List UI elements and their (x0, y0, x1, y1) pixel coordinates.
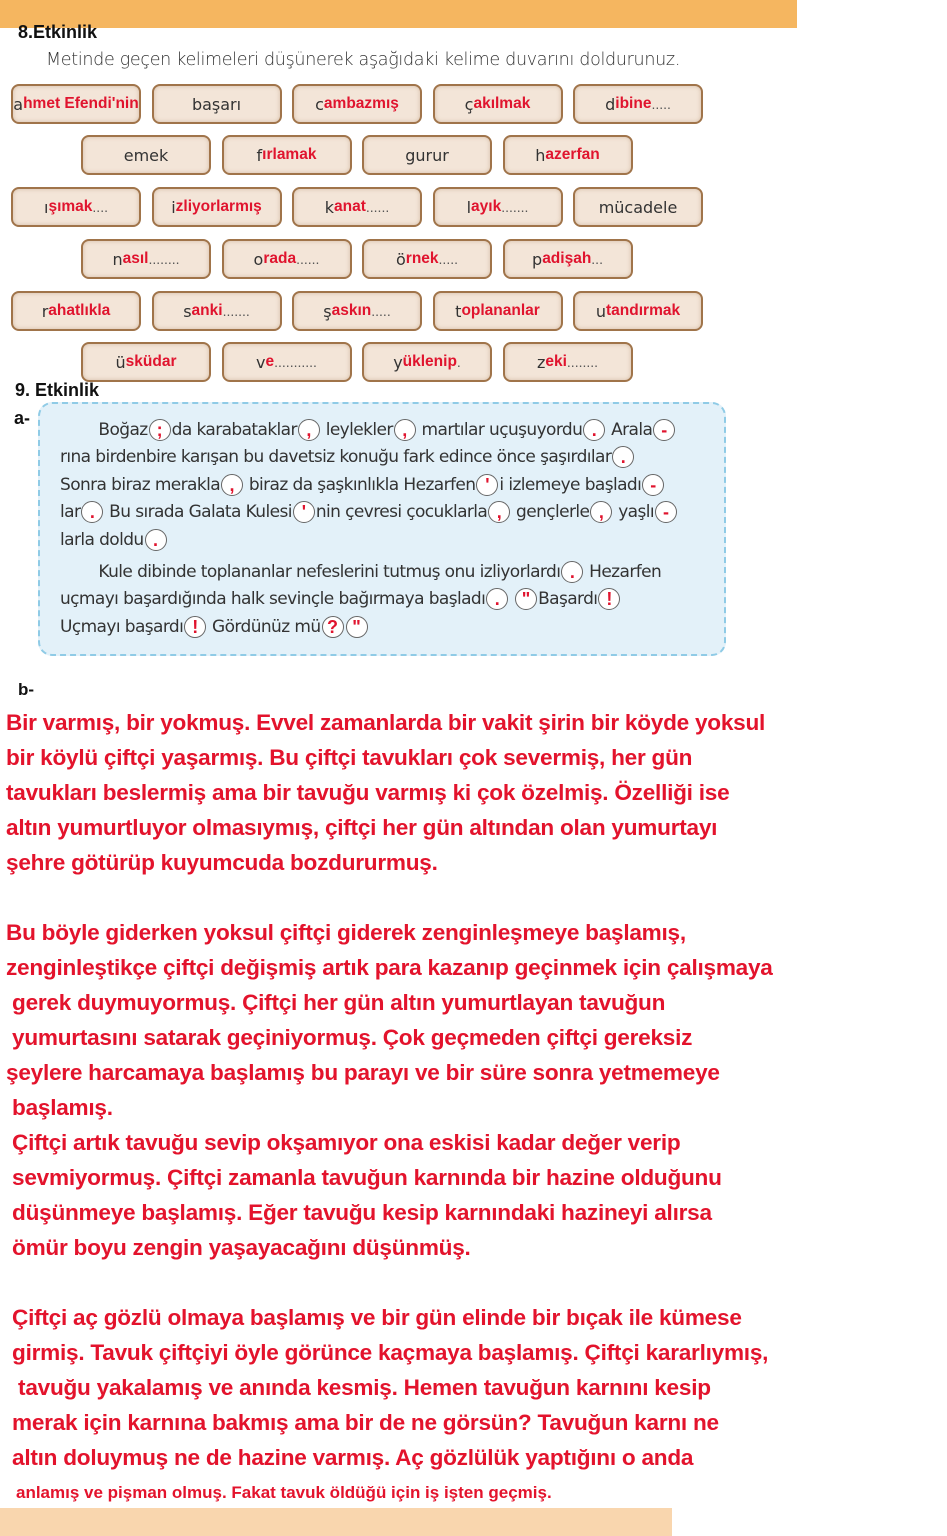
story-last-line: anlamış ve pişman olmuş. Fakat tavuk öldüğü için iş işten geçmiş. (16, 1483, 552, 1502)
punctuation-circle: . (583, 419, 605, 441)
story-line: altın doluymuş ne de hazine varmış. Aç gözlülük yaptığını o anda (6, 1445, 694, 1470)
text-segment: Kule dibinde toplananlar nefeslerini tutmuş onu izliyorlardı (60, 562, 561, 582)
punctuation-circle: ? (322, 616, 344, 638)
brick-given-letters: d (605, 94, 616, 114)
brick-answer: ibine (615, 95, 652, 112)
bottom-peach-bar (0, 1508, 672, 1536)
punctuation-circle: ! (598, 588, 620, 610)
punctuation-circle: - (653, 419, 675, 441)
word-brick (292, 291, 422, 331)
text-segment: da karabataklar (171, 420, 297, 440)
text-line (60, 474, 665, 496)
word-brick (222, 239, 352, 279)
punctuation-circle: ' (293, 501, 315, 523)
top-orange-bar (0, 0, 797, 28)
part-a-label: a- (14, 408, 31, 428)
word-brick (433, 291, 563, 331)
word-brick (573, 84, 703, 124)
word-brick (573, 187, 703, 227)
word-brick (292, 84, 422, 124)
text-segment (509, 589, 514, 609)
brick-answer: akılmak (473, 95, 531, 112)
section-9-title: 9. Etkinlik (15, 380, 100, 400)
word-brick (152, 187, 282, 227)
brick-given-letters: emek (123, 145, 169, 165)
word-brick (222, 135, 352, 175)
text-segment: rına birdenbire karışan bu davetsiz konuğu fark edince önce şaşırdılar (60, 447, 612, 467)
punctuation-circle: ! (184, 616, 206, 638)
punctuation-circle: . (486, 588, 508, 610)
brick-given-letters: p (532, 249, 543, 269)
punctuation-circle: , (488, 501, 510, 523)
brick-dots: ........ (566, 354, 599, 370)
brick-answer: hmet Efendi'nin (23, 95, 139, 112)
story-line: Çiftçi aç gözlü olmaya başlamış ve bir gün elinde bir bıçak ile kümese (6, 1305, 742, 1330)
brick-given-letters: o (253, 249, 264, 269)
word-brick (362, 342, 492, 382)
brick-answer: sküdar (125, 353, 177, 370)
word-brick (11, 291, 141, 331)
punctuation-circle: . (561, 561, 583, 583)
brick-given-letters: c (315, 94, 324, 114)
brick-given-letters: mücadele (598, 197, 678, 217)
text-line (60, 529, 168, 551)
punctuation-circle: " (515, 588, 537, 610)
brick-given-letters: u (595, 301, 607, 321)
text-segment: yaşlı (613, 502, 654, 522)
brick-given-letters: gurur (405, 145, 449, 165)
text-segment: nin çevresi çocuklarla (315, 502, 488, 522)
brick-given-letters: t (455, 301, 462, 321)
story-line: şeylere harcamaya başlamış bu parayı ve bir süre sonra yetmemeye (6, 1060, 720, 1085)
brick-dots: .... (92, 199, 108, 215)
punctuation-circle: - (655, 501, 677, 523)
brick-given-letters: ç (464, 94, 474, 114)
word-brick (81, 135, 211, 175)
brick-given-letters: v (256, 352, 266, 372)
punctuation-circle: . (145, 529, 167, 551)
word-brick (362, 135, 492, 175)
brick-dots: ..... (438, 251, 458, 267)
word-brick (81, 239, 211, 279)
brick-answer: şımak (48, 198, 93, 215)
text-segment: i izlemeye başladı (499, 475, 642, 495)
brick-given-letters: s (183, 301, 192, 321)
punctuation-circle: " (346, 616, 368, 638)
text-line (60, 588, 621, 610)
story-line (6, 880, 773, 915)
word-brick (503, 135, 633, 175)
text-line (60, 561, 661, 583)
brick-answer: ahatlıkla (48, 302, 111, 319)
brick-given-letters: l (466, 197, 472, 217)
brick-given-letters: n (112, 249, 123, 269)
brick-answer: asıl (122, 250, 149, 267)
word-brick (11, 187, 141, 227)
story-line: girmiş. Tavuk çiftçiyi öyle görünce kaçmaya başlamış. Çiftçi kararlıymış, (6, 1340, 769, 1365)
punctuation-circle: , (590, 501, 612, 523)
brick-answer: rada (263, 250, 297, 267)
word-brick (152, 84, 282, 124)
brick-dots: ..... (371, 303, 391, 319)
story-line: tavuğu yakalamış ve anında kesmiş. Hemen tavuğun karnını kesip (6, 1375, 711, 1400)
word-brick (292, 187, 422, 227)
text-segment: Arala (606, 420, 653, 440)
text-segment: Hezarfen (584, 562, 662, 582)
story-line: yumurtasını satarak geçiniyormuş. Çok geçmeden çiftçi gereksiz (6, 1025, 693, 1050)
story-line: Çiftçi artık tavuğu sevip okşamıyor ona eskisi kadar değer verip (6, 1130, 681, 1155)
word-brick (152, 291, 282, 331)
story-line: şehre götürüp kuyumcuda bozdururmuş. (6, 850, 438, 875)
punctuation-circle: , (394, 419, 416, 441)
text-segment: Sonra biraz merakla (60, 475, 221, 495)
story-line: merak için karnına bakmış ama bir de ne görsün? Tavuğun karnı ne (6, 1410, 719, 1435)
brick-given-letters: i (171, 197, 176, 217)
word-brick (362, 239, 492, 279)
text-segment: Uçmayı başardı (60, 617, 184, 637)
brick-dots: ..... (651, 96, 671, 112)
text-segment: martılar uçuşuyordu (416, 420, 583, 440)
punctuation-circle: . (612, 446, 634, 468)
story-line: Bu böyle giderken yoksul çiftçi giderek zenginleşmeye başlamış, (6, 920, 686, 945)
punctuation-circle: , (221, 474, 243, 496)
brick-given-letters: ı (44, 197, 49, 217)
text-line (60, 501, 678, 523)
text-segment: uçmayı başardığında halk sevinçle bağırmaya başladı (60, 589, 486, 609)
brick-given-letters: başarı (191, 94, 242, 114)
brick-answer: adişah (542, 250, 592, 267)
brick-answer: eki (545, 353, 567, 370)
brick-given-letters: ş (323, 301, 332, 321)
brick-given-letters: ü (115, 352, 126, 372)
brick-given-letters: k (324, 197, 335, 217)
brick-answer: oplananlar (461, 302, 540, 319)
word-brick (503, 239, 633, 279)
brick-answer: azerfan (545, 146, 600, 163)
brick-answer: ambazmış (323, 95, 399, 112)
story-line: gerek duymuyormuş. Çiftçi her gün altın yumurtlayan tavuğun (6, 990, 666, 1015)
word-brick (433, 84, 563, 124)
text-segment: lar (60, 502, 81, 522)
brick-dots: . (456, 354, 461, 370)
brick-dots: ...... (365, 199, 390, 215)
story-line: bir köylü çiftçi yaşarmış. Bu çiftçi tavukları çok severmiş, her gün (6, 745, 693, 770)
story-line: zenginleştikçe çiftçi değişmiş artık para kazanıp geçinmek için çalışmaya (6, 955, 773, 980)
text-segment: gençlerle (511, 502, 590, 522)
word-brick (503, 342, 633, 382)
story-text (6, 705, 773, 1510)
punctuation-circle: . (81, 501, 103, 523)
section-8-instruction: Metinde geçen kelimeleri düşünerek aşağıdaki kelime duvarını doldurunuz. (46, 50, 681, 70)
brick-given-letters: y (393, 352, 403, 372)
story-line: ömür boyu zengin yaşayacağını düşünmüş. (6, 1235, 471, 1260)
text-segment: leylekler (320, 420, 393, 440)
brick-answer: e (265, 353, 275, 370)
story-line: başlamış. (6, 1095, 113, 1120)
brick-answer: tandırmak (606, 302, 681, 319)
brick-answer: ayık (471, 198, 502, 215)
section-8-title: 8.Etkinlik (18, 22, 98, 42)
word-brick (81, 342, 211, 382)
word-brick (222, 342, 352, 382)
word-brick (573, 291, 703, 331)
text-segment: Gördünüz mü (207, 617, 321, 637)
brick-dots: ....... (501, 199, 529, 215)
text-segment: Boğaz (60, 420, 148, 440)
story-line: sevmiyormuş. Çiftçi zamanla tavuğun karnında bir hazine olduğunu (6, 1165, 722, 1190)
text-segment: Bu sırada Galata Kulesi (104, 502, 292, 522)
brick-given-letters: h (535, 145, 546, 165)
brick-given-letters: ö (396, 249, 406, 269)
text-line (60, 419, 676, 441)
punctuation-circle: , (298, 419, 320, 441)
story-line: tavukları beslermiş ama bir tavuğu varmış ki çok özelmiş. Özelliği ise (6, 780, 730, 805)
brick-dots: ........ (148, 251, 180, 267)
brick-dots: ........... (274, 354, 317, 370)
brick-dots: ...... (296, 251, 320, 267)
brick-dots: ... (591, 251, 603, 267)
text-segment: Başardı (538, 589, 598, 609)
text-line (60, 446, 635, 468)
story-line: altın yumurtluyor olmasıymış, çiftçi her gün altından olan yumurtayı (6, 815, 718, 840)
brick-given-letters: r (41, 301, 49, 321)
punctuation-circle: ; (149, 419, 171, 441)
word-brick (11, 84, 141, 124)
brick-given-letters: z (536, 352, 546, 372)
part-b-label: b- (18, 680, 35, 699)
brick-given-letters: f (256, 145, 263, 165)
story-line (6, 1265, 773, 1300)
story-line: Bir varmış, bir yokmuş. Evvel zamanlarda bir vakit şirin bir köyde yoksul (6, 710, 766, 735)
brick-answer: rnek (405, 250, 439, 267)
text-segment: biraz da şaşkınlıkla Hezarfen (244, 475, 476, 495)
brick-answer: askın (331, 302, 372, 319)
brick-dots: ....... (222, 303, 250, 319)
story-line: düşünmeye başlamış. Eğer tavuğu kesip karnındaki hazineyi alırsa (6, 1200, 712, 1225)
brick-given-letters: a (13, 94, 24, 114)
punctuation-circle: ' (476, 474, 498, 496)
brick-answer: anat (334, 198, 366, 215)
brick-answer: ırlamak (262, 146, 317, 163)
brick-answer: zliyorlarmış (175, 198, 262, 215)
brick-answer: anki (191, 302, 223, 319)
punctuation-circle: - (642, 474, 664, 496)
word-brick (433, 187, 563, 227)
brick-answer: üklenip (402, 353, 457, 370)
text-line (60, 616, 369, 638)
text-segment: larla doldu (60, 530, 144, 550)
